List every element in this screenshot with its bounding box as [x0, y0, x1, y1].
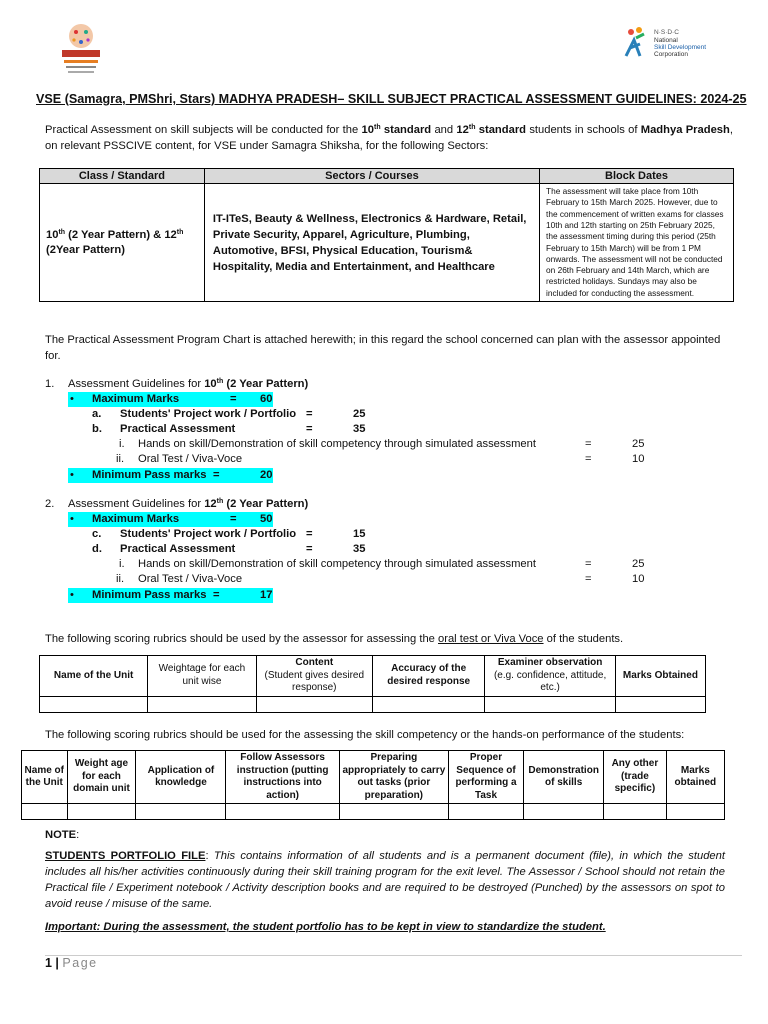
footer-divider — [45, 955, 742, 956]
svg-text:Corporation: Corporation — [654, 51, 688, 58]
col-class-standard: Class / Standard — [40, 169, 205, 184]
program-chart-note: The Practical Assessment Program Chart is attached herewith; in this regard the school concerned can plan with the assessor appointed for. — [45, 334, 721, 362]
table-cell — [22, 804, 68, 820]
guidelines-10th-heading: Assessment Guidelines for 10th (2 Year Pattern) — [68, 378, 309, 390]
page-footer: 1 | Page — [45, 956, 98, 970]
class-standard-cell: 10th (2 Year Pattern) & 12th (2Year Pattern) — [40, 184, 205, 302]
intro-paragraph: Practical Assessment on skill subjects will be conducted for the 10th standard and 12th standard students in schools of Madhya Pradesh, on relevant PSSCIVE content, for VSE under Samagra Shiksha, for the following Sectors: — [45, 124, 733, 152]
guidelines-12th-heading: Assessment Guidelines for 12th (2 Year Pattern) — [68, 498, 309, 510]
portfolio-note: STUDENTS PORTFOLIO FILE: This contains information of all students and is a permanent document (file), in which the student includes all his/her activities continuously during their skill training program for the exit level. The Assessor / School should not retain the Practical file / Experiment notebook / Activity description books and are required to be destroyed (Punched) by the assessors on spot to avoid reuse / misuse of the same. — [45, 850, 725, 910]
sectors-cell: IT-ITeS, Beauty & Wellness, Electronics & Hardware, Retail, Private Security, Apparel, Agriculture, Plumbing, Automotive, BFSI, Physical Education, Tourism& Hospitality, Media and Entertainment, and Healthcare — [204, 184, 539, 302]
important-note: Important: During the assessment, the student portfolio has to be kept in view to standardize the student. — [45, 921, 606, 933]
col-block-dates: Block Dates — [540, 169, 734, 184]
viva-rubric-intro: The following scoring rubrics should be used by the assessor for assessing the oral test or Viva Voce of the students. — [45, 633, 624, 645]
sectors-table — [39, 168, 734, 302]
col-sectors-courses: Sectors / Courses — [204, 169, 539, 184]
nsdc-logo — [622, 26, 732, 62]
svg-text:National: National — [654, 37, 678, 44]
max-marks-12-value: 50 — [260, 513, 273, 525]
samagra-shiksha-logo — [48, 14, 114, 76]
viva-rubric-table: Name of the Unit Weightage for each unit wise Content (Student gives desired response) Accuracy of the desired response Examiner observation (e.g. confidence, attitude, etc.) Marks Obtained — [39, 655, 706, 713]
min-marks-10-value: 20 — [260, 469, 273, 481]
skill-rubric-table: Name of the Unit Weight age for each domain unit Application of knowledge Follow Assessors instruction (putting instructions into action) Preparing appropriately to carry out tasks (prior preparation) Proper Sequence of performing a Task Demonstration of skills Any other (trade specific) Marks obtained — [21, 750, 725, 820]
skill-rubric-intro: The following scoring rubrics should be used for the assessing the skill competency or the hands-on performance of the students: — [45, 729, 685, 741]
document-title: VSE (Samagra, PMShri, Stars) MADHYA PRADESH– SKILL SUBJECT PRACTICAL ASSESSMENT GUIDELINES: 2024-25 — [36, 92, 747, 106]
block-dates-cell: The assessment will take place from 10th February to 15th March 2025. However, due to the commencement of written exams for classes 10th and 12th starting on 25th February 2025, the assessment timing during this period (25th February to 15th March) will be from 1 PM onwards. The assessment will not be conducted on 26th February and 14th March, which are restricted holidays. Sundays may also be included for conducting the assessment. — [540, 184, 734, 302]
table-cell — [40, 696, 148, 712]
svg-text:Skill Development: Skill Development — [654, 44, 707, 51]
min-marks-12-value: 17 — [260, 589, 273, 601]
svg-text:N·S·D·C: N·S·D·C — [654, 29, 679, 36]
note-label: NOTE: — [45, 829, 80, 841]
max-marks-10-value: 60 — [260, 393, 273, 405]
